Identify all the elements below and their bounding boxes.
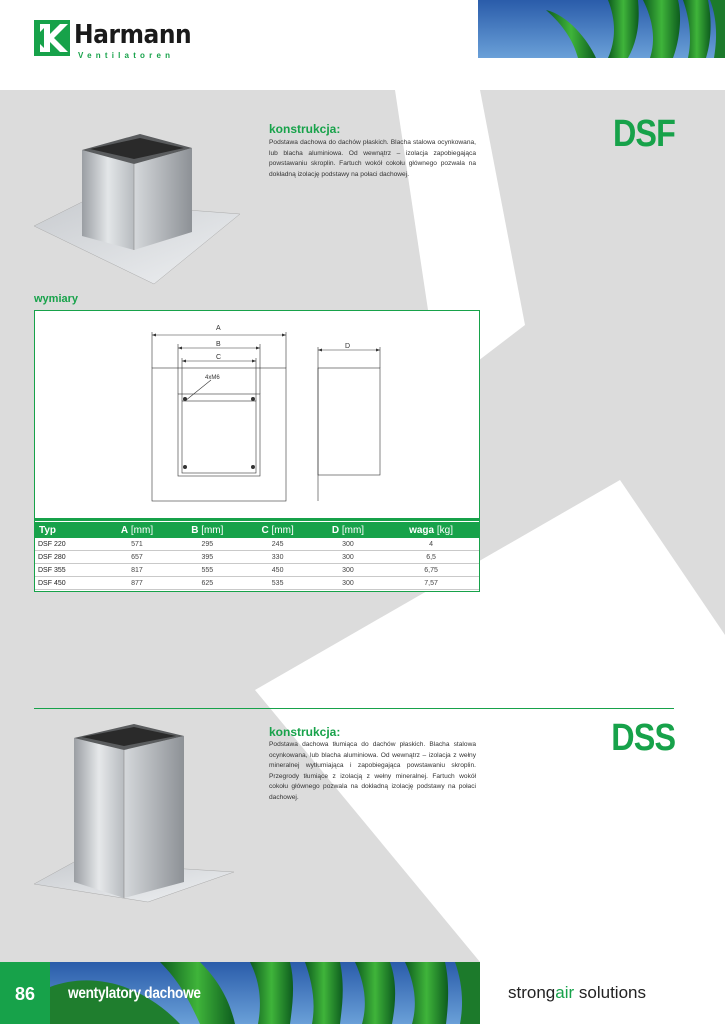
page-number: 86 [0, 962, 50, 1024]
dimensions-heading: wymiary [34, 293, 79, 305]
table-cell: DSF 280 [35, 551, 102, 564]
table-cell: DSF 450 [35, 577, 102, 590]
column-header-c: C [mm] [242, 522, 312, 538]
dimension-label-a: A [216, 325, 221, 332]
dimension-label-d: D [345, 343, 351, 350]
dsf-heading: konstrukcja: [269, 122, 341, 136]
tagline [508, 983, 646, 1003]
table-cell: 395 [172, 551, 242, 564]
table-cell: 330 [242, 551, 312, 564]
dimension-drawing-frame [34, 310, 480, 519]
table-row [35, 551, 479, 564]
table-row [35, 577, 479, 590]
dsf-description: Podstawa dachowa do dachów płaskich. Blacha stalowa ocynkowana, lub blacha aluminiowa. Od wewnątrz – izolacja zapobiegająca powstawaniu skroplin. Fartuch wokół cokołu głównego pozwala na dokładną izolację podstawy na połaci dachowej. [269, 139, 476, 178]
table-cell: 7,57 [383, 577, 479, 590]
column-header-typ: Typ [35, 522, 102, 538]
table-cell: 300 [313, 538, 383, 551]
table-cell: 295 [172, 538, 242, 551]
footer-title: wentylatory dachowe [68, 985, 201, 1002]
dimension-label-b: B [216, 341, 221, 348]
dimensions-table [35, 522, 479, 590]
dimension-label-c: C [216, 354, 222, 361]
table-cell: 245 [242, 538, 312, 551]
bolt-label: 4xM6 [205, 375, 220, 381]
table-cell: DSF 355 [35, 564, 102, 577]
column-header-a: A [mm] [102, 522, 172, 538]
table-cell: 535 [242, 577, 312, 590]
table-cell: 877 [102, 577, 172, 590]
table-cell: 4 [383, 538, 479, 551]
table-cell: 6,5 [383, 551, 479, 564]
table-cell: 6,75 [383, 564, 479, 577]
table-cell: 571 [102, 538, 172, 551]
header-photo [478, 0, 725, 58]
dsf-product-code: DSF [612, 113, 675, 155]
table-cell: 300 [313, 551, 383, 564]
column-header-d: D [mm] [313, 522, 383, 538]
table-cell: 657 [102, 551, 172, 564]
tagline-solutions: solutions [574, 983, 646, 1002]
dsf-product-image [34, 128, 240, 286]
column-header-b: B [mm] [172, 522, 242, 538]
dimensions-table-wrap [34, 519, 480, 592]
tagline-strong: strong [508, 983, 556, 1002]
tagline-air: air [555, 983, 575, 1002]
logo-subtitle: Ventilatoren [78, 51, 175, 60]
table-row [35, 538, 479, 551]
table-cell: 450 [242, 564, 312, 577]
harmann-logo-icon [34, 20, 70, 56]
table-row [35, 564, 479, 577]
table-cell: 625 [172, 577, 242, 590]
dss-description: Podstawa dachowa tłumiąca do dachów płaskich. Blacha stalowa ocynkowana, lub blacha aluminiowa. Od wewnątrz – izolacja z wełny mineralnej wytłumiająca i zapobiegająca powstawaniu skroplin. Przegrody tłumiące z izolacją z wełny mineralnej. Fartuch wokół cokołu głównego pozwala na dokładną izolację podstawy na połaci dachowej. [269, 741, 476, 801]
table-cell: 300 [313, 564, 383, 577]
table-cell: DSF 220 [35, 538, 102, 551]
dss-product-code: DSS [611, 717, 675, 759]
dss-product-image [34, 722, 240, 904]
column-header-waga: waga [kg] [383, 522, 479, 538]
table-cell: 300 [313, 577, 383, 590]
section-divider [34, 708, 674, 709]
table-cell: 555 [172, 564, 242, 577]
table-header-row [35, 522, 479, 538]
dimension-drawing [35, 311, 479, 518]
dss-heading: konstrukcja: [269, 725, 341, 739]
table-cell: 817 [102, 564, 172, 577]
logo-name: Harmann [74, 20, 192, 50]
